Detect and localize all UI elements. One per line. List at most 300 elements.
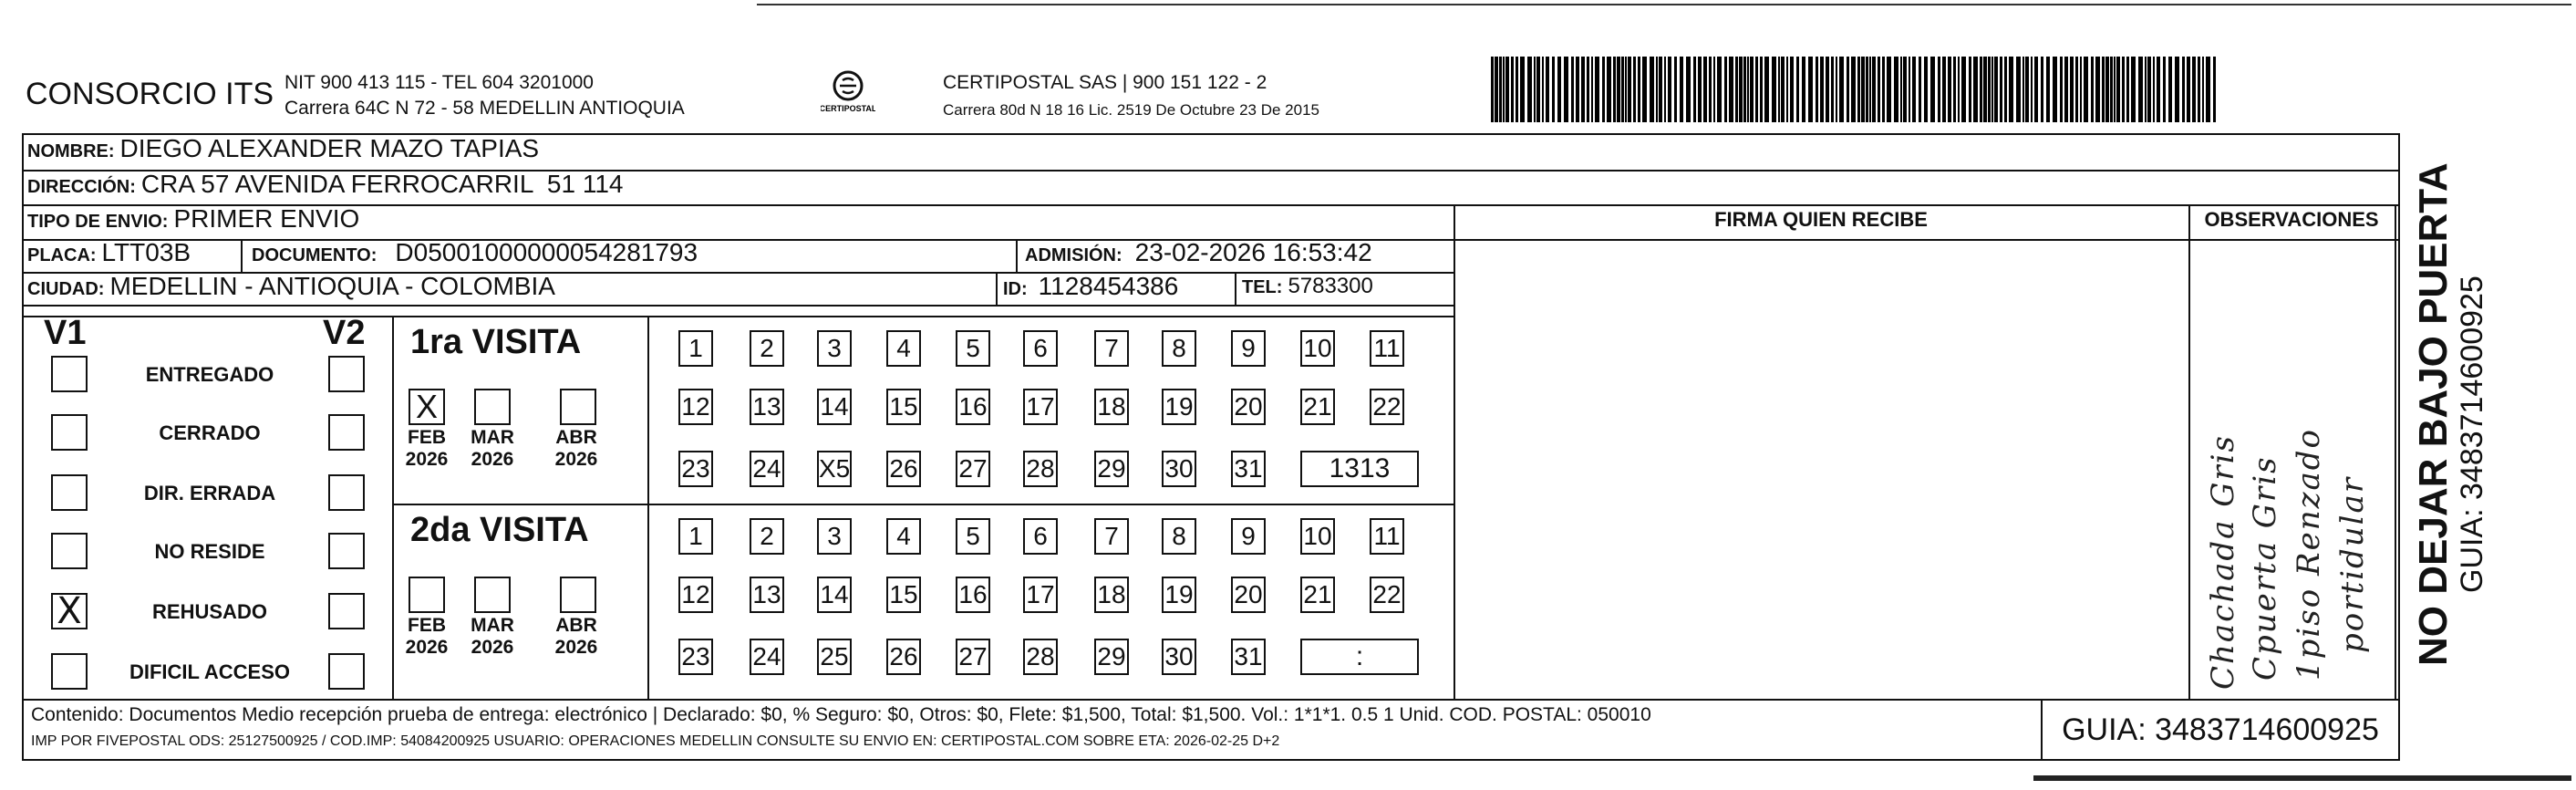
ciudad-value: MEDELLIN - ANTIOQUIA - COLOMBIA <box>109 272 555 300</box>
barcode-bar <box>1668 57 1671 122</box>
signature-area[interactable] <box>1459 243 2185 695</box>
day-box[interactable]: 22 <box>1370 577 1404 613</box>
day-box[interactable]: 4 <box>886 518 921 555</box>
month-checkbox[interactable]: X <box>409 389 445 425</box>
barcode-bar <box>1973 57 1978 122</box>
day-box[interactable]: 31 <box>1231 451 1266 487</box>
barcode-bar <box>1857 57 1860 122</box>
barcode-bar <box>1674 57 1677 122</box>
month-checkbox[interactable] <box>474 577 511 613</box>
barcode-bar <box>1872 57 1876 122</box>
barcode-bar <box>2114 57 2116 122</box>
barcode-bar <box>1587 57 1589 122</box>
day-box[interactable]: 19 <box>1162 389 1196 425</box>
barcode-bar <box>1534 57 1536 122</box>
day-box[interactable]: 23 <box>678 639 713 675</box>
divider <box>22 204 2400 206</box>
nombre-row <box>27 134 539 163</box>
day-box[interactable]: 27 <box>956 451 990 487</box>
divider <box>241 239 243 272</box>
barcode-bar <box>2213 57 2216 122</box>
barcode-bar <box>1642 57 1647 122</box>
barcode-bar <box>1628 57 1631 122</box>
barcode-bar <box>1919 57 1921 122</box>
barcode-bar <box>1948 57 1951 122</box>
month-label: ABR <box>555 427 597 448</box>
day-box[interactable]: 9 <box>1231 518 1266 555</box>
barcode-bar <box>2153 57 2155 122</box>
divider <box>996 272 998 305</box>
barcode-bar <box>2105 57 2109 122</box>
documento-value: D05001000000054281793 <box>395 238 698 266</box>
barcode-bar <box>1633 57 1636 122</box>
status-option-label: CERRADO <box>159 421 261 444</box>
v1-checkbox[interactable]: X <box>51 593 88 629</box>
certipostal-logo <box>821 68 875 120</box>
barcode-bar <box>1491 57 1494 122</box>
barcode-bar <box>1739 57 1743 122</box>
barcode-bar <box>1755 57 1758 122</box>
barcode-bar <box>1866 57 1868 122</box>
barcode-bar <box>1617 57 1620 122</box>
visit-time[interactable]: 1313 <box>1300 451 1419 487</box>
barcode-bar <box>1826 57 1829 122</box>
barcode-bar <box>2075 57 2078 122</box>
footer-contenido: Contenido: Documentos Medio recepción prueba de entrega: electrónico | Declarado: $0, % Seguro: $0, Otros: $0, Flete: $1,500, Total: $1,500. Vol.: 1*1*1. 0.5 1 Unid. COD. POSTAL: 050010 <box>31 704 1651 725</box>
barcode-bar <box>2187 57 2190 122</box>
barcode-bar <box>2147 57 2151 122</box>
day-box[interactable]: 1 <box>678 518 713 555</box>
day-box[interactable]: 5 <box>956 330 990 367</box>
visit-title: 2da VISITA <box>410 511 589 549</box>
admision-label: ADMISIÓN: <box>1025 245 1122 265</box>
day-box[interactable]: 11 <box>1370 330 1404 367</box>
barcode-bar <box>1607 57 1611 122</box>
nombre-value: DIEGO ALEXANDER MAZO TAPIAS <box>119 134 540 162</box>
footer-guia: GUIA: 3483714600925 <box>2062 712 2379 747</box>
barcode-bar <box>2168 57 2172 122</box>
barcode-bar <box>1495 57 1498 122</box>
direccion-row <box>27 170 623 199</box>
day-box[interactable]: 2 <box>750 518 784 555</box>
barcode-bar <box>1980 57 1982 122</box>
barcode-bar <box>2095 57 2100 122</box>
barcode-bar <box>1602 57 1605 122</box>
barcode-bar <box>1909 57 1910 122</box>
side-guia: GUIA: 3483714600925 <box>2455 275 2489 593</box>
v2-checkbox[interactable] <box>328 414 365 451</box>
barcode-bar <box>2091 57 2094 122</box>
barcode-bar <box>1576 57 1579 122</box>
barcode-bar <box>2126 57 2129 122</box>
company-address: Carrera 64C N 72 - 58 MEDELLIN ANTIOQUIA <box>284 98 685 119</box>
barcode-bar <box>1961 57 1966 122</box>
barcode-bar <box>1994 57 1998 122</box>
year-label: 2026 <box>405 637 449 658</box>
documento-row <box>252 238 698 267</box>
divider <box>392 504 1455 505</box>
day-box[interactable]: 5 <box>956 518 990 555</box>
divider <box>2188 204 2190 699</box>
day-box[interactable]: 16 <box>956 577 990 613</box>
v2-header: V2 <box>323 314 366 352</box>
documento-label: DOCUMENTO: <box>252 245 378 265</box>
day-box[interactable]: 18 <box>1094 577 1129 613</box>
barcode-bar <box>1796 57 1799 122</box>
barcode-bar <box>2004 57 2007 122</box>
tel-row <box>1242 274 1373 299</box>
barcode-bar <box>2060 57 2063 122</box>
barcode-bar <box>1953 57 1956 122</box>
barcode-bar <box>1924 57 1928 122</box>
day-box[interactable]: 25 <box>817 639 852 675</box>
barcode-bar <box>2041 57 2043 122</box>
divider <box>1235 272 1236 305</box>
observaciones-area[interactable] <box>2192 243 2391 695</box>
barcode-bar <box>1882 57 1885 122</box>
barcode-bar <box>1581 57 1585 122</box>
barcode-bar <box>2145 57 2147 122</box>
month-label: MAR <box>471 427 514 448</box>
barcode-bar <box>1760 57 1763 122</box>
divider <box>647 316 649 699</box>
day-box[interactable]: 28 <box>1023 639 1058 675</box>
barcode-bar <box>1595 57 1599 122</box>
v1-checkbox[interactable] <box>51 653 88 690</box>
barcode-bar <box>1693 57 1696 122</box>
day-box[interactable]: 11 <box>1370 518 1404 555</box>
barcode-bar <box>2138 57 2143 122</box>
status-option-label: REHUSADO <box>152 600 267 623</box>
barcode-bar <box>2009 57 2013 122</box>
barcode-bar <box>2016 57 2021 122</box>
barcode-bar <box>1591 57 1593 122</box>
barcode-bar <box>2102 57 2105 122</box>
day-box[interactable]: 14 <box>817 577 852 613</box>
month-label: MAR <box>471 615 514 636</box>
barcode-bar <box>2080 57 2082 122</box>
barcode-bar <box>1613 57 1616 122</box>
divider <box>1454 204 1455 699</box>
barcode-bar <box>1887 57 1891 122</box>
obs-line-1: Chachada Gris <box>2205 434 2241 690</box>
barcode-bar <box>2064 57 2068 122</box>
barcode-bar <box>1786 57 1788 122</box>
barcode-bar <box>1851 57 1856 122</box>
day-box[interactable]: 15 <box>886 389 921 425</box>
scan-edge-bottom <box>2033 775 2571 781</box>
tipo-label: TIPO DE ENVIO: <box>27 212 169 232</box>
month-checkbox[interactable] <box>560 389 596 425</box>
v1-checkbox[interactable] <box>51 474 88 511</box>
barcode-bar <box>1729 57 1733 122</box>
day-box[interactable]: 1 <box>678 330 713 367</box>
day-box[interactable]: 6 <box>1023 330 1058 367</box>
barcode-bar <box>2031 57 2033 122</box>
day-box[interactable]: 3 <box>817 518 852 555</box>
month-label: FEB <box>408 615 446 636</box>
barcode-bar <box>2122 57 2125 122</box>
day-box[interactable]: 24 <box>750 639 784 675</box>
barcode-bar <box>1969 57 1971 122</box>
status-option-label: DIR. ERRADA <box>143 482 276 504</box>
barcode-bar <box>1778 57 1780 122</box>
v1-checkbox[interactable] <box>51 356 88 392</box>
day-box[interactable]: 3 <box>817 330 852 367</box>
barcode-bar <box>1894 57 1898 122</box>
barcode-bar <box>1656 57 1658 122</box>
barcode-bar <box>2070 57 2074 122</box>
tel-value: 5783300 <box>1288 274 1373 298</box>
day-box[interactable]: 26 <box>886 639 921 675</box>
scan-edge-top <box>757 4 2571 5</box>
day-box[interactable]: 4 <box>886 330 921 367</box>
placa-row <box>27 238 191 267</box>
day-box[interactable]: 24 <box>750 451 784 487</box>
barcode-bar <box>1499 57 1502 122</box>
id-row <box>1003 272 1178 301</box>
barcode-bar <box>1847 57 1849 122</box>
v2-checkbox[interactable] <box>328 474 365 511</box>
barcode-bar <box>1680 57 1683 122</box>
nombre-label: NOMBRE: <box>27 141 115 161</box>
day-box[interactable]: 13 <box>750 389 784 425</box>
visit-time[interactable]: : <box>1300 639 1419 675</box>
day-box[interactable]: 30 <box>1162 639 1196 675</box>
obs-line-2: Cpuerta Gris <box>2247 455 2283 681</box>
barcode-bar <box>1516 57 1518 122</box>
year-label: 2026 <box>554 449 598 470</box>
status-option-label: ENTREGADO <box>145 363 274 386</box>
barcode-bar <box>1790 57 1794 122</box>
carrier-address: Carrera 80d N 18 16 Lic. 2519 De Octubre 23 De 2015 <box>943 101 1319 119</box>
carrier-name: CERTIPOSTAL SAS | 900 151 122 - 2 <box>943 72 1267 93</box>
barcode-bar <box>1511 57 1514 122</box>
day-box[interactable]: 20 <box>1231 577 1266 613</box>
day-box[interactable]: 16 <box>956 389 990 425</box>
barcode-bar <box>1836 57 1837 122</box>
barcode-bar <box>2046 57 2050 122</box>
barcode-bar <box>1503 57 1505 122</box>
barcode-bar <box>1520 57 1525 122</box>
v2-checkbox[interactable] <box>328 593 365 629</box>
day-box[interactable]: 18 <box>1094 389 1129 425</box>
day-box[interactable]: 26 <box>886 451 921 487</box>
direccion-value: CRA 57 AVENIDA FERROCARRIL 51 114 <box>140 170 624 198</box>
barcode-bar <box>1536 57 1540 122</box>
day-box[interactable]: 29 <box>1094 639 1129 675</box>
barcode-bar <box>1820 57 1824 122</box>
barcode-bar <box>1743 57 1746 122</box>
year-label: 2026 <box>471 637 514 658</box>
barcode-bar <box>2198 57 2200 122</box>
placa-value: LTT03B <box>101 238 191 266</box>
day-box[interactable]: 8 <box>1162 518 1196 555</box>
barcode-bar <box>2025 57 2029 122</box>
day-box[interactable]: 2 <box>750 330 784 367</box>
barcode-bar <box>1505 57 1509 122</box>
barcode-bar <box>2157 57 2160 122</box>
day-box[interactable]: 20 <box>1231 389 1266 425</box>
day-box[interactable]: 23 <box>678 451 713 487</box>
obs-line-4: portidular <box>2334 475 2371 653</box>
barcode-bar <box>2116 57 2120 122</box>
day-box[interactable]: 15 <box>886 577 921 613</box>
day-box[interactable]: 21 <box>1300 389 1335 425</box>
day-box[interactable]: 17 <box>1023 577 1058 613</box>
id-value: 1128454386 <box>1038 272 1179 300</box>
barcode-bar <box>1869 57 1871 122</box>
tipo-row <box>27 204 359 234</box>
barcode-bar <box>2182 57 2185 122</box>
day-box[interactable]: 21 <box>1300 577 1335 613</box>
month-label: FEB <box>408 427 446 448</box>
barcode-bar <box>2175 57 2179 122</box>
barcode-bar <box>1816 57 1818 122</box>
barcode-bar <box>1664 57 1666 122</box>
day-box[interactable]: 7 <box>1094 518 1129 555</box>
barcode-bar <box>1878 57 1880 122</box>
day-box[interactable]: 28 <box>1023 451 1058 487</box>
day-box[interactable]: 31 <box>1231 639 1266 675</box>
divider <box>22 305 1455 307</box>
admision-value: 23-02-2026 16:53:42 <box>1134 238 1372 266</box>
divider <box>2395 204 2396 699</box>
barcode-bar <box>1764 57 1769 122</box>
placa-label: PLACA: <box>27 245 97 265</box>
month-checkbox[interactable] <box>474 389 511 425</box>
day-box[interactable]: 27 <box>956 639 990 675</box>
barcode-bar <box>2163 57 2166 122</box>
side-warning: NO DEJAR BAJO PUERTA <box>2411 162 2456 666</box>
month-checkbox[interactable] <box>560 577 596 613</box>
barcode-bar <box>2206 57 2210 122</box>
barcode-bar <box>1571 57 1574 122</box>
visit-title: 1ra VISITA <box>410 323 582 361</box>
year-label: 2026 <box>471 449 514 470</box>
day-box[interactable]: 29 <box>1094 451 1129 487</box>
day-box[interactable]: 30 <box>1162 451 1196 487</box>
year-label: 2026 <box>405 449 449 470</box>
ciudad-label: CIUDAD: <box>27 279 105 299</box>
status-option-label: NO RESIDE <box>154 540 265 563</box>
divider <box>1016 239 1018 272</box>
footer-imp: IMP POR FIVEPOSTAL ODS: 25127500925 / COD.IMP: 54084200925 USUARIO: OPERACIONES MEDELLIN CONSULTE SU ENVIO EN: CERTIPOSTAL.COM SOBRE ETA: 2026-02-25 D+2 <box>31 733 1280 749</box>
day-box[interactable]: 13 <box>750 577 784 613</box>
logo-icon <box>821 68 875 120</box>
day-box[interactable]: X5 <box>817 451 852 487</box>
barcode-bar <box>1713 57 1715 122</box>
barcode-bar <box>2023 57 2024 122</box>
day-box[interactable]: 10 <box>1300 518 1335 555</box>
day-box[interactable]: 7 <box>1094 330 1129 367</box>
barcode-bar <box>2110 57 2113 122</box>
day-box[interactable]: 8 <box>1162 330 1196 367</box>
barcode-bar <box>1659 57 1662 122</box>
v1-checkbox[interactable] <box>51 414 88 451</box>
barcode-bar <box>1686 57 1691 122</box>
day-box[interactable]: 14 <box>817 389 852 425</box>
v2-checkbox[interactable] <box>328 533 365 569</box>
barcode-bar <box>1638 57 1640 122</box>
divider <box>22 699 2400 701</box>
barcode-bar <box>2034 57 2038 122</box>
barcode-bar <box>1546 57 1549 122</box>
id-label: ID: <box>1003 279 1028 299</box>
barcode-bar <box>2000 57 2002 122</box>
barcode-bar <box>1831 57 1834 122</box>
barcode-bar <box>1802 57 1805 122</box>
barcode-bar <box>2202 57 2204 122</box>
barcode-bar <box>1912 57 1916 122</box>
v1-checkbox[interactable] <box>51 533 88 569</box>
barcode-bar <box>1542 57 1544 122</box>
barcode-bar <box>1747 57 1749 122</box>
day-box[interactable]: 22 <box>1370 389 1404 425</box>
month-label: ABR <box>555 615 597 636</box>
year-label: 2026 <box>554 637 598 658</box>
day-box[interactable]: 6 <box>1023 518 1058 555</box>
barcode-bar <box>2053 57 2057 122</box>
day-box[interactable]: 10 <box>1300 330 1335 367</box>
month-checkbox[interactable] <box>409 577 445 613</box>
day-box[interactable]: 19 <box>1162 577 1196 613</box>
status-option-label: DIFICIL ACCESO <box>129 660 290 683</box>
barcode-bar <box>1988 57 1991 122</box>
barcode-bar <box>2084 57 2088 122</box>
divider <box>1454 239 2396 241</box>
barcode-bar <box>1703 57 1707 122</box>
tel-label: TEL: <box>1242 277 1283 297</box>
v2-checkbox[interactable] <box>328 356 365 392</box>
divider <box>22 316 1455 317</box>
company-nit: NIT 900 413 115 - TEL 604 3201000 <box>284 72 594 93</box>
logo-text: CERTIPOSTAL <box>821 104 875 113</box>
ciudad-row <box>27 272 555 301</box>
barcode-bar <box>1938 57 1940 122</box>
divider <box>392 316 394 699</box>
day-box[interactable]: 12 <box>678 577 713 613</box>
barcode-bar <box>1930 57 1935 122</box>
barcode-bar <box>1991 57 1993 122</box>
obs-line-3: 1piso Renzado <box>2291 427 2327 681</box>
barcode-bar <box>1839 57 1844 122</box>
barcode-bar <box>1557 57 1561 122</box>
barcode-bar <box>2192 57 2196 122</box>
day-box[interactable]: 12 <box>678 389 713 425</box>
company-name: CONSORCIO ITS <box>26 77 274 111</box>
barcode-bar <box>1903 57 1907 122</box>
day-box[interactable]: 9 <box>1231 330 1266 367</box>
firma-header: FIRMA QUIEN RECIBE <box>1714 208 1928 231</box>
barcode-bar <box>1750 57 1754 122</box>
barcode-bar <box>1942 57 1946 122</box>
barcode-bar <box>2131 57 2136 122</box>
barcode-bar <box>1698 57 1702 122</box>
barcode-bar <box>1983 57 1987 122</box>
barcode-bar <box>1709 57 1712 122</box>
barcode-bar <box>1527 57 1532 122</box>
barcode-bar <box>1717 57 1722 122</box>
barcode-bar <box>1564 57 1568 122</box>
barcode-bar <box>1861 57 1865 122</box>
v2-checkbox[interactable] <box>328 653 365 690</box>
day-box[interactable]: 17 <box>1023 389 1058 425</box>
barcode-bar <box>1958 57 1960 122</box>
barcode-bar <box>1772 57 1776 122</box>
barcode-bar <box>1552 57 1555 122</box>
barcode-bar <box>1808 57 1813 122</box>
